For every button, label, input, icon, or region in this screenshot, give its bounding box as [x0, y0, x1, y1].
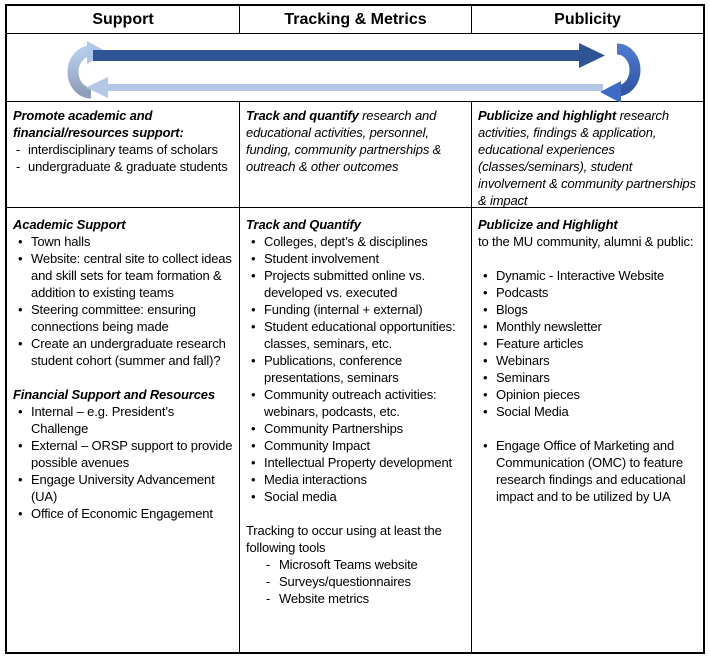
list-item: • Town halls [13, 233, 234, 250]
list-item: • Internal – e.g. President’s Challenge [13, 403, 234, 437]
publicity-description-text: research activities, findings & application, educational experiences (classes/seminars), student involvement & community partnerships & impact [478, 108, 696, 207]
academic-support-section [13, 216, 234, 369]
tracking-description-text: research and educational activities, personnel, funding, community partnerships & outreach & other outcomes [246, 108, 442, 174]
tracking-tools-note: Tracking to occur using at least the following tools [246, 523, 442, 555]
list-item: • Website: central site to collect ideas and skill sets for team formation & addition to existing teams [13, 250, 234, 301]
list-item: • Colleges, dept’s & disciplines [246, 233, 466, 250]
detail-row [7, 208, 703, 652]
publicity-detail-cell [471, 208, 703, 652]
publicity-list [478, 267, 698, 420]
list-item: • Social Media [478, 403, 698, 420]
list-item: • Steering committee: ensuring connections being made [13, 301, 234, 335]
list-item: • Podcasts [478, 284, 698, 301]
list-item: • Blogs [478, 301, 698, 318]
list-item: • Community outreach activities: webinars, podcasts, etc. [246, 386, 466, 420]
list-item: • Create an undergraduate research student cohort (summer and fall)? [13, 335, 234, 369]
list-item: • Media interactions [246, 471, 466, 488]
description-row [7, 102, 703, 208]
support-detail-cell [7, 208, 239, 652]
publicity-final-item: • Engage Office of Marketing and Communication (OMC) to feature research findings and educational impact and to be utilized by UA [478, 437, 698, 505]
tracking-list [246, 233, 466, 505]
list-item: - Website metrics [246, 590, 466, 607]
support-description-list [13, 141, 234, 175]
right-loop-arrow [600, 49, 635, 102]
list-item: - interdisciplinary teams of scholars [13, 141, 234, 158]
list-item: • Engage University Advancement (UA) [13, 471, 234, 505]
list-item: • Dynamic - Interactive Website [478, 267, 698, 284]
planning-table [5, 4, 705, 654]
section-heading: Track and Quantify [246, 217, 361, 232]
list-item: • Feature articles [478, 335, 698, 352]
spacer [478, 250, 698, 267]
column-header-tracking-metrics: Tracking & Metrics [239, 6, 471, 33]
publicity-subheading: to the MU community, alumni & public: [478, 234, 694, 249]
column-header-publicity: Publicity [471, 6, 703, 33]
header-row [7, 6, 703, 34]
list-item: • Seminars [478, 369, 698, 386]
financial-support-section [13, 386, 234, 522]
publicity-description-cell [471, 102, 703, 207]
section-heading: Publicize and Highlight [478, 217, 618, 232]
tracking-description-lead: Track and quantify [246, 108, 359, 123]
cycle-arrow-row [7, 34, 703, 102]
list-item: • Monthly newsletter [478, 318, 698, 335]
list-item: • Publications, conference presentations, seminars [246, 352, 466, 386]
forward-arrow [93, 43, 605, 68]
spacer [13, 369, 234, 386]
list-item: • Projects submitted online vs. developed vs. executed [246, 267, 466, 301]
list-item: • Webinars [478, 352, 698, 369]
list-item: • Intellectual Property development [246, 454, 466, 471]
tracking-tools-list [246, 556, 466, 607]
list-item: - Microsoft Teams website [246, 556, 466, 573]
list-item: • Office of Economic Engagement [13, 505, 234, 522]
list-item: • Opinion pieces [478, 386, 698, 403]
list-item: • Social media [246, 488, 466, 505]
academic-support-list [13, 233, 234, 369]
list-item: - undergraduate & graduate students [13, 158, 234, 175]
support-description-cell [7, 102, 239, 207]
column-header-support: Support [92, 10, 154, 28]
tracking-description-cell [239, 102, 471, 207]
list-item: • External – ORSP support to provide possible avenues [13, 437, 234, 471]
tracking-detail-cell [239, 208, 471, 652]
publicity-description-lead: Publicize and highlight [478, 108, 617, 123]
financial-support-list [13, 403, 234, 522]
list-item: • Student involvement [246, 250, 466, 267]
list-item: • Funding (internal + external) [246, 301, 466, 318]
section-heading: Academic Support [13, 217, 126, 232]
list-item: • Student educational opportunities: classes, seminars, etc. [246, 318, 466, 352]
support-description-lead: Promote academic and financial/resources support: [13, 108, 184, 140]
spacer [246, 505, 466, 522]
return-arrow [86, 77, 603, 98]
list-item: • Community Partnerships [246, 420, 466, 437]
cycle-arrows-graphic [7, 34, 703, 102]
list-item: - Surveys/questionnaires [246, 573, 466, 590]
section-heading: Financial Support and Resources [13, 387, 215, 402]
list-item: • Community Impact [246, 437, 466, 454]
